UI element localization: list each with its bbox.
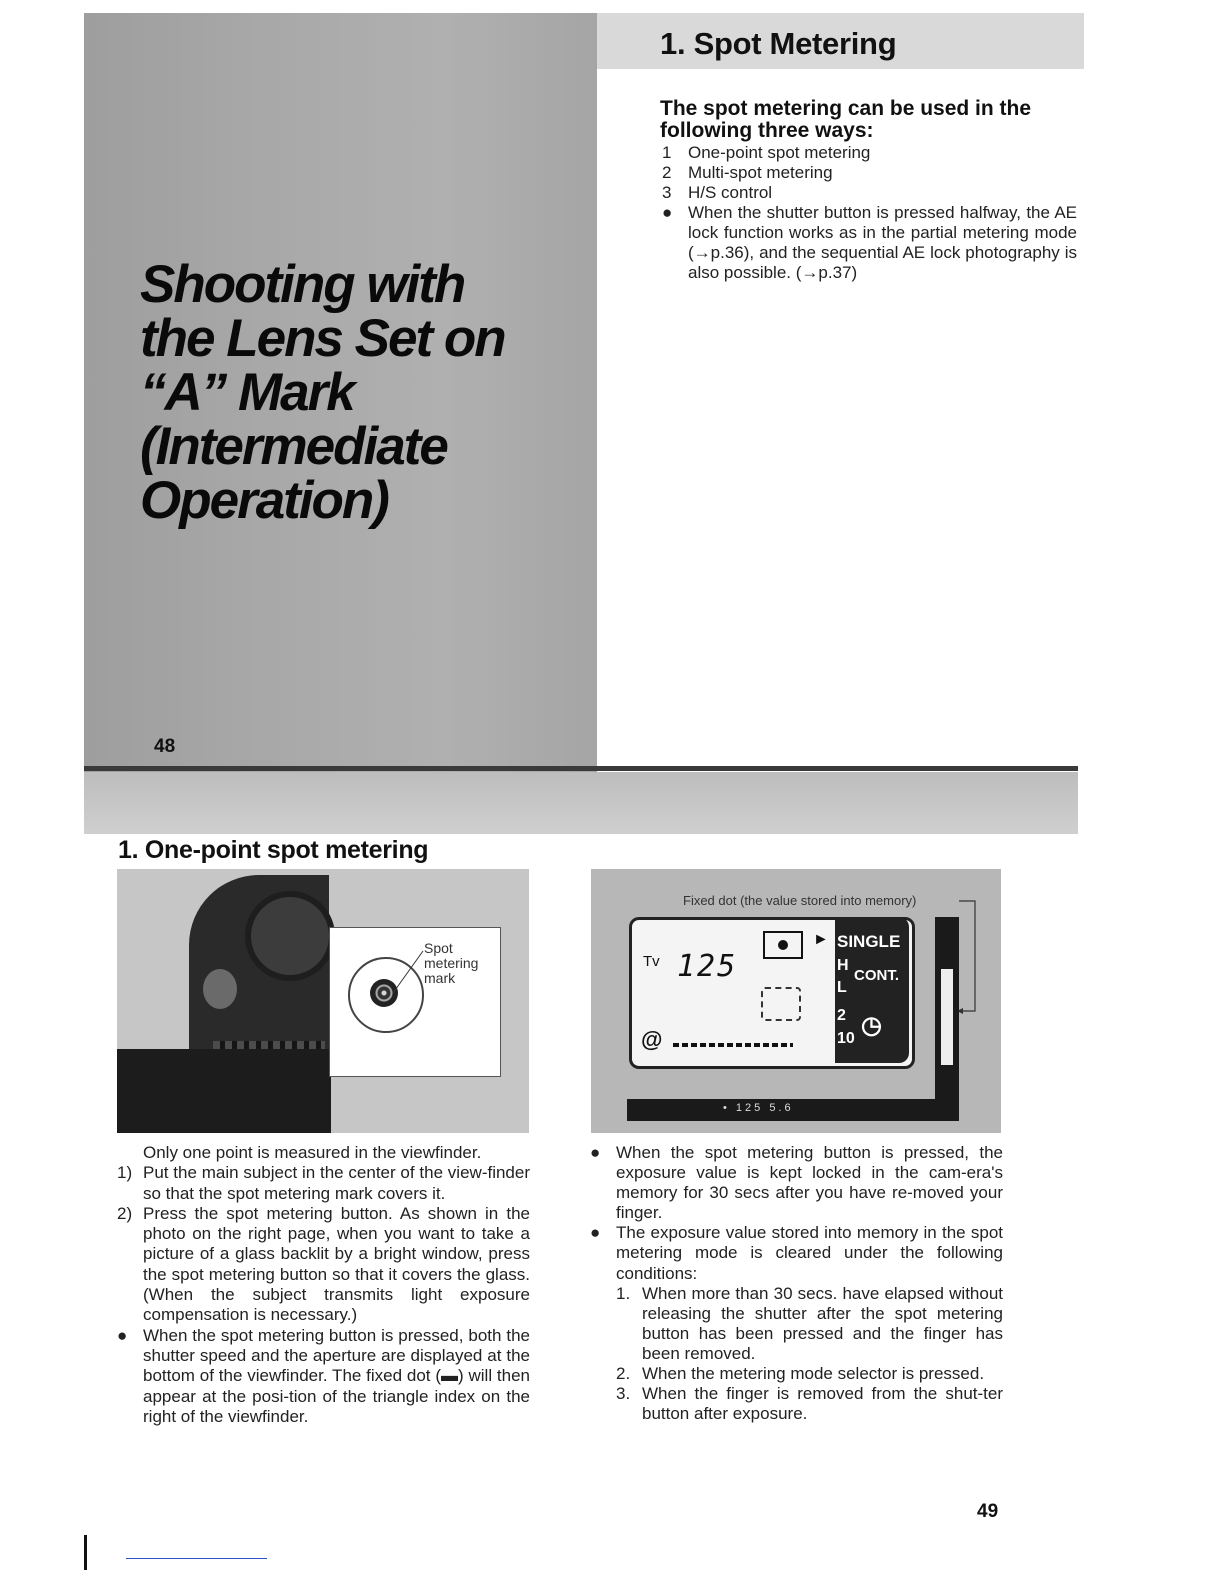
page-divider: [84, 766, 1078, 771]
intro-heading: The spot metering can be used in the following three ways:: [660, 97, 1032, 142]
label-line: mark: [424, 970, 456, 986]
chapter-title-line: (Intermediate: [140, 417, 447, 476]
list-item: [117, 1204, 530, 1326]
list-marker: 2): [117, 1203, 133, 1223]
chapter-title-line: “A” Mark: [140, 363, 354, 422]
self-timer-icon: ◷: [861, 1012, 882, 1039]
list-item: [117, 1163, 530, 1204]
exposure-scale-dashes: [673, 1043, 793, 1047]
paragraph: Only one point is measured in the viewfinder.: [143, 1143, 482, 1162]
list-item: [590, 1143, 1003, 1223]
ways-list: [662, 143, 1077, 283]
list-text: When the shutter button is pressed halfway, the AE lock function works as in the partial metering mode (→p.36), and the sequential AE lock photography is also possible. (→p.37): [688, 203, 1077, 282]
spot-metering-label: [424, 941, 478, 986]
condition-item: [590, 1364, 1003, 1384]
list-text: When the spot metering button is pressed, both the shutter speed and the aperture are displayed at the bottom of the viewfinder. The fixed dot (▬) will then appear at the posi-tion of the triangle index on the right of the viewfinder.: [143, 1325, 530, 1426]
list-text: Multi-spot metering: [688, 163, 833, 182]
right-text-column: [590, 1143, 1003, 1424]
l-label: L: [837, 979, 847, 996]
page-number-left: 48: [154, 736, 176, 757]
list-text: When the spot metering button is pressed, the exposure value is kept locked in the cam-era's memory for 30 secs after you have re-moved your finger.: [616, 1143, 1003, 1223]
list-item: [662, 163, 1077, 183]
viewfinder-scale: [941, 969, 953, 1065]
list-marker: 1: [662, 143, 672, 162]
fixed-dot-caption: Fixed dot (the value stored into memory): [683, 893, 917, 908]
condition-text: When the finger is removed from the shut-ter button after exposure.: [642, 1384, 1003, 1424]
chapter-title-line: Operation): [140, 471, 388, 530]
list-item: [117, 1326, 530, 1427]
cont-label: CONT.: [854, 967, 899, 984]
condition-item: [590, 1284, 1003, 1364]
ten-label: 10: [837, 1030, 855, 1047]
condition-item: [590, 1384, 1003, 1424]
list-text: One-point spot metering: [688, 143, 871, 162]
section-title: 1. Spot Metering: [660, 26, 897, 61]
bottom-page-header-band: [84, 772, 1078, 834]
triangle-index-icon: ►: [813, 931, 829, 948]
list-text: Press the spot metering button. As shown in the photo on the right page, when you want to take a picture of a glass backlit by a bright window, press the spot metering button so that it covers the glass. (When the subject transmits light exposure compensation is necessary.): [143, 1203, 530, 1325]
camera-eyepiece: [245, 891, 335, 981]
left-text-column: [117, 1143, 530, 1427]
lcd-photo: [591, 869, 1001, 1133]
label-line: metering: [424, 955, 479, 971]
page-number-right: 49: [977, 1501, 999, 1522]
list-marker: 1): [117, 1163, 133, 1183]
list-item: [590, 1223, 1003, 1283]
bullet-marker: ●: [662, 203, 673, 222]
list-text: H/S control: [688, 183, 773, 202]
viewfinder-photo: [117, 869, 529, 1133]
caption-bracket-line: [957, 899, 981, 1019]
camera-base: [117, 1049, 331, 1133]
bullet-marker: ●: [590, 1143, 601, 1162]
underline-link[interactable]: [126, 1558, 267, 1559]
subsection-title: 1. One-point spot metering: [118, 836, 429, 864]
spot-frame-icon: [763, 931, 803, 959]
list-item: [662, 183, 1077, 203]
at-metering-icon: @: [641, 1027, 663, 1052]
label-line: Spot: [424, 940, 453, 956]
bullet-marker: ●: [590, 1223, 601, 1243]
condition-text: When the metering mode selector is pressed.: [642, 1364, 985, 1384]
viewfinder-readout: • 125 5.6: [723, 1102, 794, 1114]
digit-segment-icon: [761, 987, 801, 1021]
condition-marker: 3.: [616, 1384, 631, 1404]
condition-text: When more than 30 secs. have elapsed without releasing the shutter after the spot metering button has been pressed and the finger has been removed.: [642, 1283, 1003, 1363]
condition-marker: 1.: [616, 1283, 631, 1303]
chapter-title-line: Shooting with: [140, 255, 465, 314]
tv-indicator: Tv: [643, 953, 660, 970]
list-text: Put the main subject in the center of the view-finder so that the spot metering mark covers it.: [143, 1163, 530, 1203]
list-item: [662, 143, 1077, 163]
list-marker: 2: [662, 163, 672, 182]
chapter-title: [140, 255, 505, 530]
two-label: 2: [837, 1007, 846, 1024]
list-item: [662, 203, 1077, 283]
h-label: H: [837, 957, 849, 974]
bullet-marker: ●: [117, 1325, 128, 1345]
margin-bar: [84, 1535, 87, 1570]
single-label: SINGLE: [837, 932, 901, 951]
list-text: The exposure value stored into memory in the spot metering mode is cleared under the following conditions:: [616, 1223, 1003, 1283]
chapter-title-line: the Lens Set on: [140, 309, 505, 368]
list-marker: 3: [662, 183, 672, 202]
shutter-readout: 125: [677, 949, 738, 984]
camera-knob: [203, 969, 237, 1009]
condition-marker: 2.: [616, 1364, 631, 1384]
